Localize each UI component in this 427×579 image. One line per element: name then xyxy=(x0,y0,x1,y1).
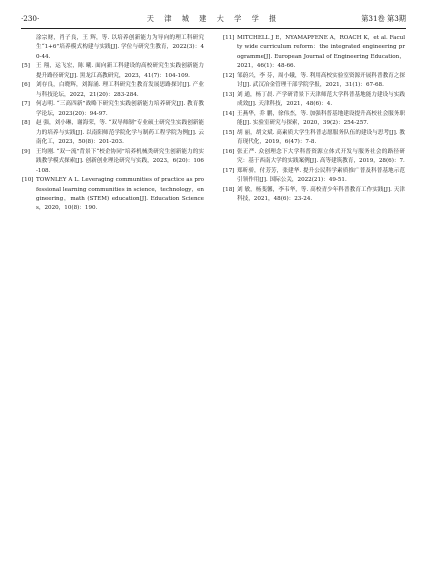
reference-item xyxy=(22,148,204,176)
reference-item xyxy=(223,72,405,91)
reference-text: MITCHELL J E，NYAMAPFENE A，ROACH K，et al. Faculty wide curriculum reform：the integrated engineering programme[J]. European Journal of Engineering Education，2021，46(1)：48-66. xyxy=(237,35,405,70)
references-right-column xyxy=(223,34,405,205)
reference-number: [10] xyxy=(22,177,34,184)
reference-text: TOWNLEY A L. Leveraging communities of practice as professional learning communities in science，technology，engineering，math (STEM) education[J]. Education Sciences，2020，10(8)：190. xyxy=(36,177,204,212)
reference-text: 王燕华，乔 鹏，徐伟杰，等. 加强科普基地建设提升高校社会服务职能[J]. 实验室研究与探索，2020，39(2)：254-257. xyxy=(237,110,405,127)
reference-text: 刘 通，杨丁晨. 产学研背景下天津师范大学科普基地能力建设与实践成效[J]. 天津科技，2021，48(6)：4. xyxy=(237,91,405,108)
reference-number xyxy=(22,34,36,62)
reference-number: [16] xyxy=(223,148,235,155)
reference-item xyxy=(223,110,405,129)
page-header xyxy=(21,10,406,29)
reference-text: 赵 强，刘小琳，谢海荣，等. “双导师制”专业硕士研究生实践创新能力的培养与实践[J]. 以南阳师范学院化学与制药工程学院为例[J]. 云南化工，2023，50(8)：201-203. xyxy=(36,120,204,146)
reference-text: 刘存良，白晓辉，刘海涌. 理工科研究生教育发展思路探讨[J]. 产业与科技论坛，2022，21(20)：283-284. xyxy=(36,82,204,98)
reference-text: 郑昕骄，付芳芳，张建华. 提升公民科学素质推广普及科普基地示范引领作用[J]. 国际公关，2022(21)：49-51. xyxy=(237,167,405,184)
reference-item xyxy=(22,62,204,81)
reference-item xyxy=(22,119,204,147)
references-left-column xyxy=(22,34,204,214)
reference-number: [8] xyxy=(22,120,30,127)
reference-item xyxy=(22,100,204,119)
reference-text: 刘 敏，杨斐馨，李韦华，等. 高校青少年科普教育工作实践[J]. 天津科技，2021，48(6)：23-24. xyxy=(237,186,405,203)
reference-text: 涂宗财，肖子良，王 辉，等. 以培养创新能力为导向的理工科研究生“1+6”培养模式构建与实践[J]. 学位与研究生教育，2022(3)：40-44. xyxy=(36,35,204,60)
reference-text: 王 翔，运飞宏，陈 曦. 面向新工科建设的高校研究生实践创新能力提升路径研究[J]. 黑龙江高教研究，2023，41(7)：104-109. xyxy=(36,63,204,79)
issue-label: 第31卷 第3期 xyxy=(361,14,406,23)
reference-number: [17] xyxy=(223,167,235,174)
reference-item xyxy=(22,81,204,100)
page-number: ·230· xyxy=(21,14,40,23)
reference-item xyxy=(223,91,405,110)
journal-title: 天 津 城 建 大 学 学 报 xyxy=(146,14,281,23)
reference-number: [13] xyxy=(223,91,235,98)
reference-item xyxy=(223,167,405,186)
reference-text: 张正严. 众创理念下大学科普资源立体式开发与服务社会的路径研究：基于西南大学的实践案例[J]. 高等建筑教育，2019，28(6)：7. xyxy=(237,148,405,165)
reference-number: [11] xyxy=(223,35,235,41)
reference-text: 王均刚. “双一流”背景下“校企协同”培养机械类研究生创新能力的实践教学模式探索[J]. 创新创业理论研究与实践，2023，6(20)：106-108. xyxy=(36,148,204,174)
reference-number: [18] xyxy=(223,186,235,193)
reference-text: 胡 丽，胡文斌. 高素质大学生科普志愿服务队伍的建设与思考[J]. 教育现代化，2019，6(47)：7-8. xyxy=(237,129,405,146)
reference-number: [7] xyxy=(22,101,30,108)
reference-number: [14] xyxy=(223,110,235,117)
reference-item xyxy=(223,148,405,167)
reference-item xyxy=(223,129,405,148)
reference-item xyxy=(223,34,405,72)
reference-text: 何志明. “三高四新”战略下研究生实践创新能力培养研究[J]. 教育教学论坛，2023(20)：94-97. xyxy=(36,101,204,117)
reference-item xyxy=(22,176,204,214)
reference-number: [6] xyxy=(22,82,30,89)
reference-item xyxy=(22,34,204,62)
reference-number: [12] xyxy=(223,72,235,79)
reference-item xyxy=(223,186,405,205)
reference-number: [9] xyxy=(22,148,30,155)
reference-number: [5] xyxy=(22,63,30,70)
reference-number: [15] xyxy=(223,129,235,136)
reference-text: 邹蔚兴，李 芬，周小娥，等. 利用高校实验室资源开展科普教育之探讨[J]. 武汉冶金管理干部学院学报，2021，31(1)：67-68. xyxy=(237,72,405,89)
